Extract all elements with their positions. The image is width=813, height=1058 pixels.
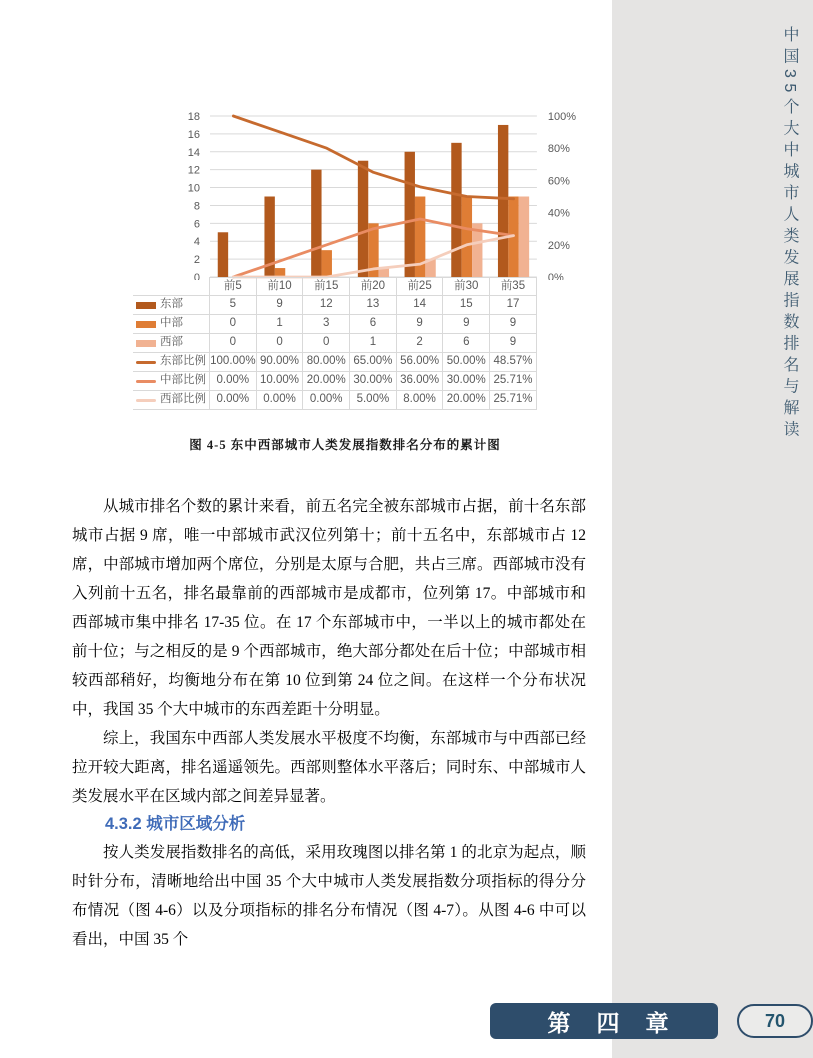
value-cell: 0 — [210, 334, 257, 353]
svg-text:10: 10 — [187, 182, 200, 195]
svg-text:40%: 40% — [547, 207, 570, 220]
value-cell: 15 — [443, 296, 490, 315]
value-cell: 56.00% — [397, 353, 444, 372]
value-cell: 5.00% — [350, 391, 397, 410]
paragraph: 从城市排名个数的累计来看，前五名完全被东部城市占据，前十名东部城市占据 9 席，唯一中部城市武汉位列第十；前十五名中，东部城市占 12 席，中部城市增加两个席位，分别是太原与合肥，共占三席。西部城市没有入列前十五名，排名最靠前的西部城市是成都市，位列第 17。中部城市和西部城市集中排名 17-35 位。在 17 个东部城市中，一半以上的城市都处在前十位；与之相反的是 9 个西部城市，绝大部分都处在后十位；中部城市相较西部稍好，均衡地分布在第 10 位到第 24 位之间。在这样一个分布状况中，我国 35 个大中城市的东西差距十分明显。 — [72, 498, 586, 718]
value-cell: 6 — [443, 334, 490, 353]
value-cell: 2 — [397, 334, 444, 353]
paragraph: 按人类发展指数排名的高低，采用玫瑰图以排名第 1 的北京为起点，顺时针分布，清晰地给出中国 35 个大中城市人类发展指数分项指标的得分分布情况（图 4-6）以及分项指标的排名分布情况（图 4-7）。从图 4-6 中可以看出，中国 35 个 — [72, 844, 586, 948]
svg-text:6: 6 — [193, 218, 200, 231]
value-cell: 9 — [443, 315, 490, 334]
category-label: 前25 — [397, 277, 444, 296]
category-label: 前30 — [443, 277, 490, 296]
category-label: 前10 — [257, 277, 304, 296]
svg-text:80%: 80% — [547, 143, 570, 156]
value-cell: 10.00% — [257, 372, 304, 391]
value-cell: 0 — [257, 334, 304, 353]
value-cell: 8.00% — [397, 391, 444, 410]
value-cell: 12 — [303, 296, 350, 315]
legend-cell — [133, 391, 210, 410]
svg-text:0%: 0% — [547, 272, 564, 280]
category-label: 前5 — [210, 277, 257, 296]
value-cell: 25.71% — [490, 372, 537, 391]
legend-cell — [133, 315, 210, 334]
bar-swatch-icon — [136, 321, 156, 328]
value-cell: 0.00% — [257, 391, 304, 410]
value-cell: 20.00% — [303, 372, 350, 391]
legend-cell — [133, 334, 210, 353]
value-cell: 0 — [303, 334, 350, 353]
right-sidebar — [612, 0, 813, 1058]
legend-cell — [133, 353, 210, 372]
svg-text:8: 8 — [193, 200, 200, 213]
svg-text:100%: 100% — [547, 111, 577, 123]
page-number-pill — [737, 1004, 813, 1038]
figure-4-5-chart — [133, 108, 593, 468]
value-cell: 30.00% — [350, 372, 397, 391]
value-cell: 17 — [490, 296, 537, 315]
svg-text:18: 18 — [187, 111, 200, 123]
value-cell: 100.00% — [210, 353, 257, 372]
value-cell: 80.00% — [303, 353, 350, 372]
value-cell: 50.00% — [443, 353, 490, 372]
value-cell: 1 — [257, 315, 304, 334]
svg-text:16: 16 — [187, 128, 200, 141]
series-label: 西部 — [160, 336, 183, 349]
series-label: 中部比例 — [160, 374, 206, 387]
value-cell: 13 — [350, 296, 397, 315]
value-cell: 9 — [397, 315, 444, 334]
value-cell: 0.00% — [210, 391, 257, 410]
svg-text:12: 12 — [187, 164, 200, 177]
legend-cell — [133, 296, 210, 315]
svg-text:60%: 60% — [547, 175, 570, 188]
value-cell: 20.00% — [443, 391, 490, 410]
section-heading: 4.3.2 城市区域分析 — [105, 815, 246, 833]
bar-swatch-icon — [136, 340, 156, 347]
chart-table — [133, 277, 537, 410]
chapter-badge — [490, 1003, 718, 1039]
table-corner-cell — [133, 277, 210, 296]
category-label: 前35 — [490, 277, 537, 296]
value-cell: 30.00% — [443, 372, 490, 391]
value-cell: 9 — [257, 296, 304, 315]
series-label: 东部比例 — [160, 355, 206, 368]
value-cell: 90.00% — [257, 353, 304, 372]
svg-text:0: 0 — [193, 272, 200, 280]
series-label: 东部 — [160, 298, 183, 311]
value-cell: 0.00% — [303, 391, 350, 410]
value-cell: 6 — [350, 315, 397, 334]
series-label: 中部 — [160, 317, 183, 330]
page-number: 70 — [764, 1010, 786, 1031]
chart-svg — [133, 108, 593, 280]
sidebar-vertical-title: 中国35个大中城市人类发展指数排名与解读 — [781, 26, 798, 442]
value-cell: 65.00% — [350, 353, 397, 372]
svg-text:20%: 20% — [547, 239, 570, 252]
value-cell: 0.00% — [210, 372, 257, 391]
value-cell: 36.00% — [397, 372, 444, 391]
line-swatch-icon — [136, 380, 156, 383]
line-swatch-icon — [136, 361, 156, 364]
value-cell: 1 — [350, 334, 397, 353]
value-cell: 3 — [303, 315, 350, 334]
value-cell: 25.71% — [490, 391, 537, 410]
svg-text:2: 2 — [193, 254, 200, 267]
legend-cell — [133, 372, 210, 391]
chapter-badge-label: 第四章 — [547, 1009, 695, 1036]
bar-swatch-icon — [136, 302, 156, 309]
figure-caption: 图 4-5 东中西部城市人类发展指数排名分布的累计图 — [189, 438, 501, 452]
svg-text:14: 14 — [187, 146, 200, 159]
value-cell: 9 — [490, 315, 537, 334]
value-cell: 48.57% — [490, 353, 537, 372]
value-cell: 9 — [490, 334, 537, 353]
category-label: 前15 — [303, 277, 350, 296]
svg-text:4: 4 — [193, 236, 200, 249]
value-cell: 0 — [210, 315, 257, 334]
value-cell: 5 — [210, 296, 257, 315]
body-text — [72, 492, 586, 954]
value-cell: 14 — [397, 296, 444, 315]
series-label: 西部比例 — [160, 393, 206, 406]
line-swatch-icon — [136, 399, 156, 402]
category-label: 前20 — [350, 277, 397, 296]
paragraph: 综上，我国东中西部人类发展水平极度不均衡，东部城市与中西部已经拉开较大距离，排名遥遥领先。西部则整体水平落后；同时东、中部城市人类发展水平在区域内部之间差异显著。 — [72, 730, 586, 805]
